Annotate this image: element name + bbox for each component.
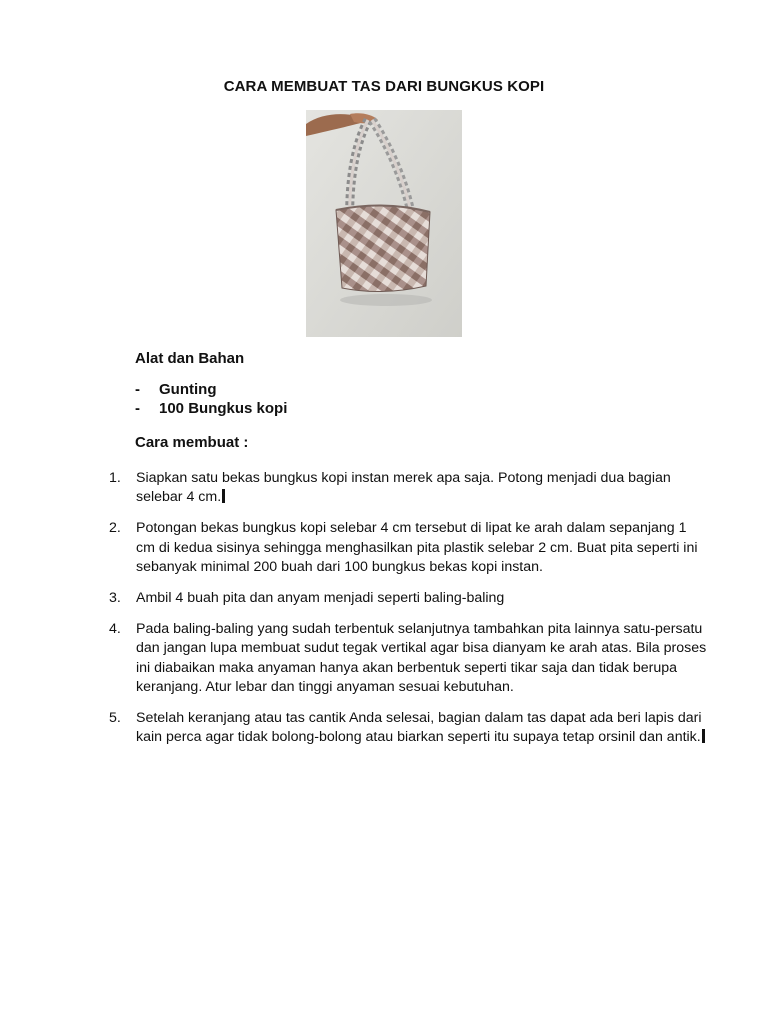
step-text: Pada baling-baling yang sudah terbentuk selanjutnya tambahkan pita lainnya satu-persatu dan jangan lupa membuat sudut tegak vertikal agar bisa dianyam ke arah atas. Bila proses ini diabaikan maka anyaman hanya akan berbentuk seperti tikar saja dan tidak berupa keranjang. Atur lebar dan tinggi anyaman sesuai kebutuhan. xyxy=(136,621,707,695)
materials-list xyxy=(135,380,287,418)
material-label: Gunting xyxy=(159,381,217,398)
step-item xyxy=(109,589,709,608)
step-number: 5. xyxy=(109,710,121,727)
step-text: Potongan bekas bungkus kopi selebar 4 cm tersebut di lipat ke arah dalam sepanjang 1 cm di kedua sisinya sehingga menghasilkan pita plastik selebar 2 cm. Buat pita seperti ini sebanyak minimal 200 buah dari 100 bungkus bekas kopi instan. xyxy=(136,520,698,575)
list-bullet: - xyxy=(135,381,140,398)
method-heading: Cara membuat : xyxy=(135,434,249,451)
materials-heading: Alat dan Bahan xyxy=(135,350,245,367)
list-bullet: - xyxy=(135,400,140,417)
step-item xyxy=(109,519,709,577)
steps-list xyxy=(109,469,709,759)
document-title: CARA MEMBUAT TAS DARI BUNGKUS KOPI xyxy=(223,78,545,95)
list-item xyxy=(135,380,287,399)
woven-coffee-bag-photo xyxy=(306,110,462,337)
step-item xyxy=(109,709,709,747)
step-text: Ambil 4 buah pita dan anyam menjadi seperti baling-baling xyxy=(136,590,505,607)
text-cursor-mark xyxy=(222,489,225,503)
step-item xyxy=(109,469,709,507)
list-item xyxy=(135,399,287,418)
step-text: Setelah keranjang atau tas cantik Anda selesai, bagian dalam tas dapat ada beri lapis dari kain perca agar tidak bolong-bolong atau biarkan seperti itu supaya tetap orsinil dan antik. xyxy=(136,710,702,746)
step-number: 4. xyxy=(109,621,121,638)
step-number: 2. xyxy=(109,520,121,537)
material-label: 100 Bungkus kopi xyxy=(159,400,288,417)
step-number: 1. xyxy=(109,470,121,486)
step-text: Siapkan satu bekas bungkus kopi instan merek apa saja. Potong menjadi dua bagian selebar 4 cm. xyxy=(136,470,671,506)
step-item xyxy=(109,620,709,697)
text-cursor-mark xyxy=(702,729,705,743)
step-number: 3. xyxy=(109,590,121,607)
